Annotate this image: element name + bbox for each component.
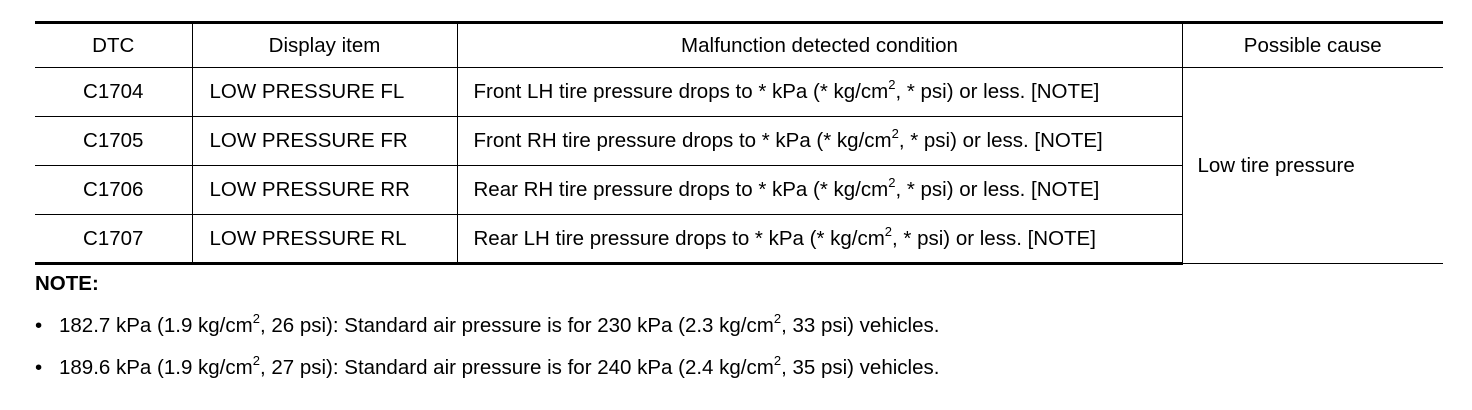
condition-text: Front LH tire pressure drops to * kPa (* kg/cm (473, 80, 889, 103)
bullet-icon: • (35, 314, 43, 337)
header-dtc: DTC (35, 23, 192, 68)
bullet-icon: • (35, 356, 43, 379)
table-row (35, 68, 1443, 117)
display-item: LOW PRESSURE RR (192, 166, 457, 215)
table-header-row (35, 23, 1443, 68)
condition-text: Front RH tire pressure drops to * kPa (* kg/cm (473, 129, 892, 152)
superscript: 2 (891, 126, 899, 141)
superscript: 2 (252, 311, 260, 326)
dtc-code: C1704 (35, 68, 192, 117)
header-malfunction-condition: Malfunction detected condition (457, 23, 1182, 68)
condition-text-end: , * psi) or less. [NOTE] (895, 178, 1100, 201)
note-title: NOTE: (35, 272, 99, 295)
malfunction-condition (457, 166, 1182, 215)
malfunction-condition (457, 215, 1182, 264)
superscript: 2 (773, 311, 782, 326)
note-text: , 26 psi): Standard air pressure is for 230 kPa (2.3 kg/cm (259, 314, 774, 337)
possible-cause: Low tire pressure (1182, 68, 1443, 264)
note-text: , 27 psi): Standard air pressure is for 240 kPa (2.4 kg/cm (259, 356, 774, 379)
display-item: LOW PRESSURE FR (192, 117, 457, 166)
malfunction-condition (457, 117, 1182, 166)
condition-text-end: , * psi) or less. [NOTE] (898, 129, 1103, 152)
superscript: 2 (773, 353, 782, 368)
condition-text: Rear LH tire pressure drops to * kPa (* kg/cm (473, 226, 885, 250)
note-text: 182.7 kPa (1.9 kg/cm (59, 314, 253, 337)
display-item: LOW PRESSURE FL (192, 68, 457, 117)
note-text: , 33 psi) vehicles. (781, 314, 940, 337)
note-text: 189.6 kPa (1.9 kg/cm (59, 356, 253, 379)
condition-text: Rear RH tire pressure drops to * kPa (* kg/cm (473, 178, 889, 201)
header-display-item: Display item (192, 23, 457, 68)
dtc-code: C1707 (35, 215, 192, 264)
malfunction-condition (457, 68, 1182, 117)
dtc-code: C1706 (35, 166, 192, 215)
condition-text-end: , * psi) or less. [NOTE] (895, 80, 1100, 103)
superscript: 2 (884, 223, 893, 239)
display-item: LOW PRESSURE RL (192, 215, 457, 264)
superscript: 2 (888, 77, 896, 92)
superscript: 2 (888, 175, 896, 190)
condition-text-end: , * psi) or less. [NOTE] (892, 226, 1096, 250)
dtc-code: C1705 (35, 117, 192, 166)
superscript: 2 (252, 353, 260, 368)
note-item (35, 311, 940, 338)
note-item (35, 353, 940, 380)
note-text: , 35 psi) vehicles. (781, 356, 940, 379)
dtc-table (35, 21, 1443, 265)
header-possible-cause: Possible cause (1182, 23, 1443, 68)
